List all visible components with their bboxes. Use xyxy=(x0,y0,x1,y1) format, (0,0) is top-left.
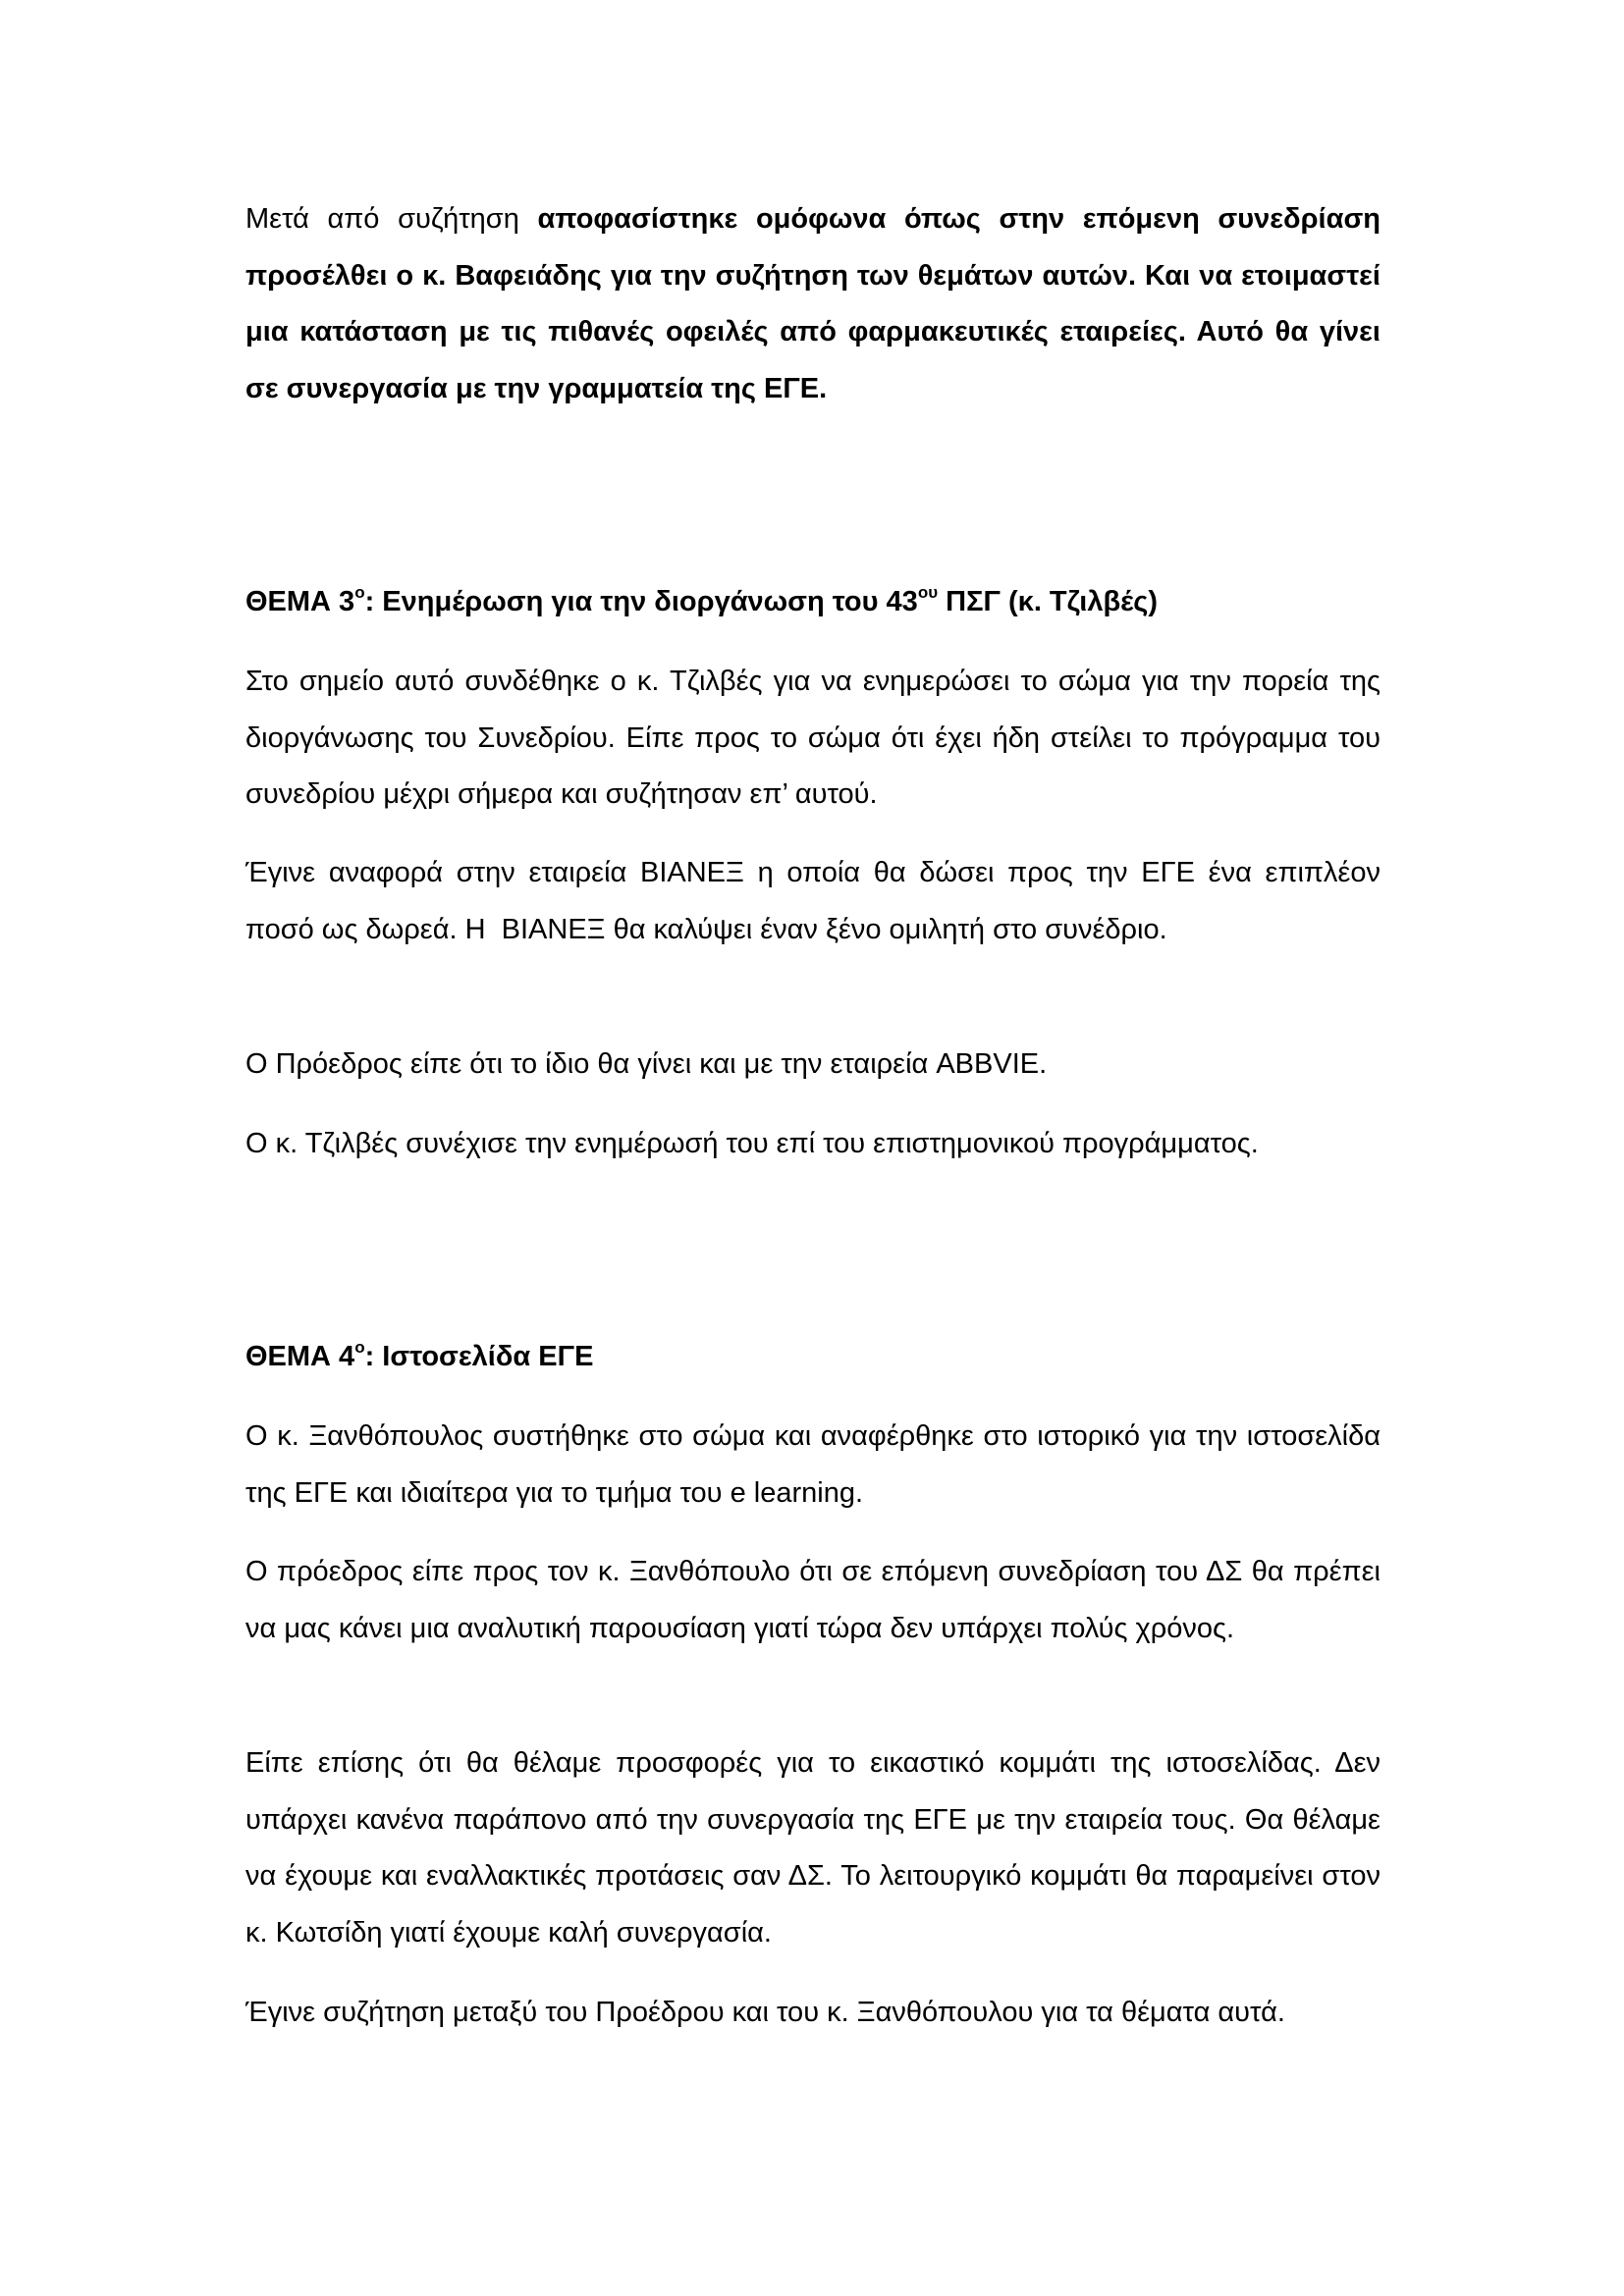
paragraph: Έγινε αναφορά στην εταιρεία ΒΙΑΝΕΞ η οποία θα δώσει προς την ΕΓΕ ένα επιπλέον ποσό ως δωρεά. Η ΒΙΑΝΕΞ θα καλύψει έναν ξένο ομιλητή στο συνέδριο. xyxy=(245,857,1389,945)
paragraph: Είπε επίσης ότι θα θέλαμε προσφορές για το εικαστικό κομμάτι της ιστοσελίδας. Δεν υπάρχει κανένα παράπονο από την συνεργασία της ΕΓΕ με την εταιρεία τους. Θα θέλαμε να έχουμε και εναλλακτικές προτάσεις σαν ΔΣ. Το λειτουργικό κομμάτι θα παραμείνει στον κ. Κωτσίδη γιατί έχουμε καλή συνεργασία. xyxy=(245,1747,1380,1949)
paragraph-normal-text: Μετά από συζήτηση xyxy=(245,203,538,235)
heading-text: ΘΕΜΑ 4 xyxy=(245,1341,355,1372)
paragraph: Στο σημείο αυτό συνδέθηκε ο κ. Τζιλβές για να ενημερώσει το σώμα για την πορεία της διοργάνωσης του Συνεδρίου. Είπε προς το σώμα ότι έχει ήδη στείλει το πρόγραμμα του συνεδρίου μέχρι σήμερα και συζήτησαν επ’ αυτού. xyxy=(245,666,1389,810)
heading-text: : Ιστοσελίδα ΕΓΕ xyxy=(364,1341,594,1372)
paragraph-decision xyxy=(245,191,1380,417)
paragraph: Ο Πρόεδρος είπε ότι το ίδιο θα γίνει και με την εταιρεία ABBVIE. xyxy=(245,1048,1048,1080)
paragraph-bold-text: αποφασίστηκε ομόφωνα όπως στην επόμενη συνεδρίαση προσέλθει ο κ. Βαφειάδης για την συζήτηση των θεμάτων αυτών. Και να ετοιμαστεί μια κατάσταση με τις πιθανές οφειλές από φαρμακευτικές εταιρείες. Αυτό θα γίνει σε συνεργασία με την γραμματεία της ΕΓΕ. xyxy=(245,203,1380,404)
heading-text: : Ενημέρωση για την διοργάνωση του 43 xyxy=(364,586,918,617)
heading-text: ΠΣΓ (κ. Τζιλβές) xyxy=(938,586,1159,617)
paragraph: Ο κ. Ξανθόπουλος συστήθηκε στο σώμα και αναφέρθηκε στο ιστορικό για την ιστοσελίδα της ΕΓΕ και ιδιαίτερα για το τμήμα του e learning. xyxy=(245,1420,1380,1509)
heading-superscript: ο xyxy=(354,1338,365,1358)
heading-superscript: ο xyxy=(354,583,365,603)
heading-superscript: ου xyxy=(917,583,939,603)
paragraph: Έγινε συζήτηση μεταξύ του Προέδρου και του κ. Ξανθόπουλου για τα θέματα αυτά. xyxy=(245,1997,1285,2028)
paragraph: Ο κ. Τζιλβές συνέχισε την ενημέρωσή του επί του επιστημονικού προγράμματος. xyxy=(245,1128,1259,1159)
section-heading-theme-4 xyxy=(245,1329,593,1386)
section-heading-theme-3 xyxy=(245,574,1158,631)
heading-text: ΘΕΜΑ 3 xyxy=(245,586,355,617)
paragraph: Ο πρόεδρος είπε προς τον κ. Ξανθόπουλο ότι σε επόμενη συνεδρίαση του ΔΣ θα πρέπει να μας κάνει μια αναλυτική παρουσίαση γιατί τώρα δεν υπάρχει πολύς χρόνος. xyxy=(245,1556,1380,1644)
